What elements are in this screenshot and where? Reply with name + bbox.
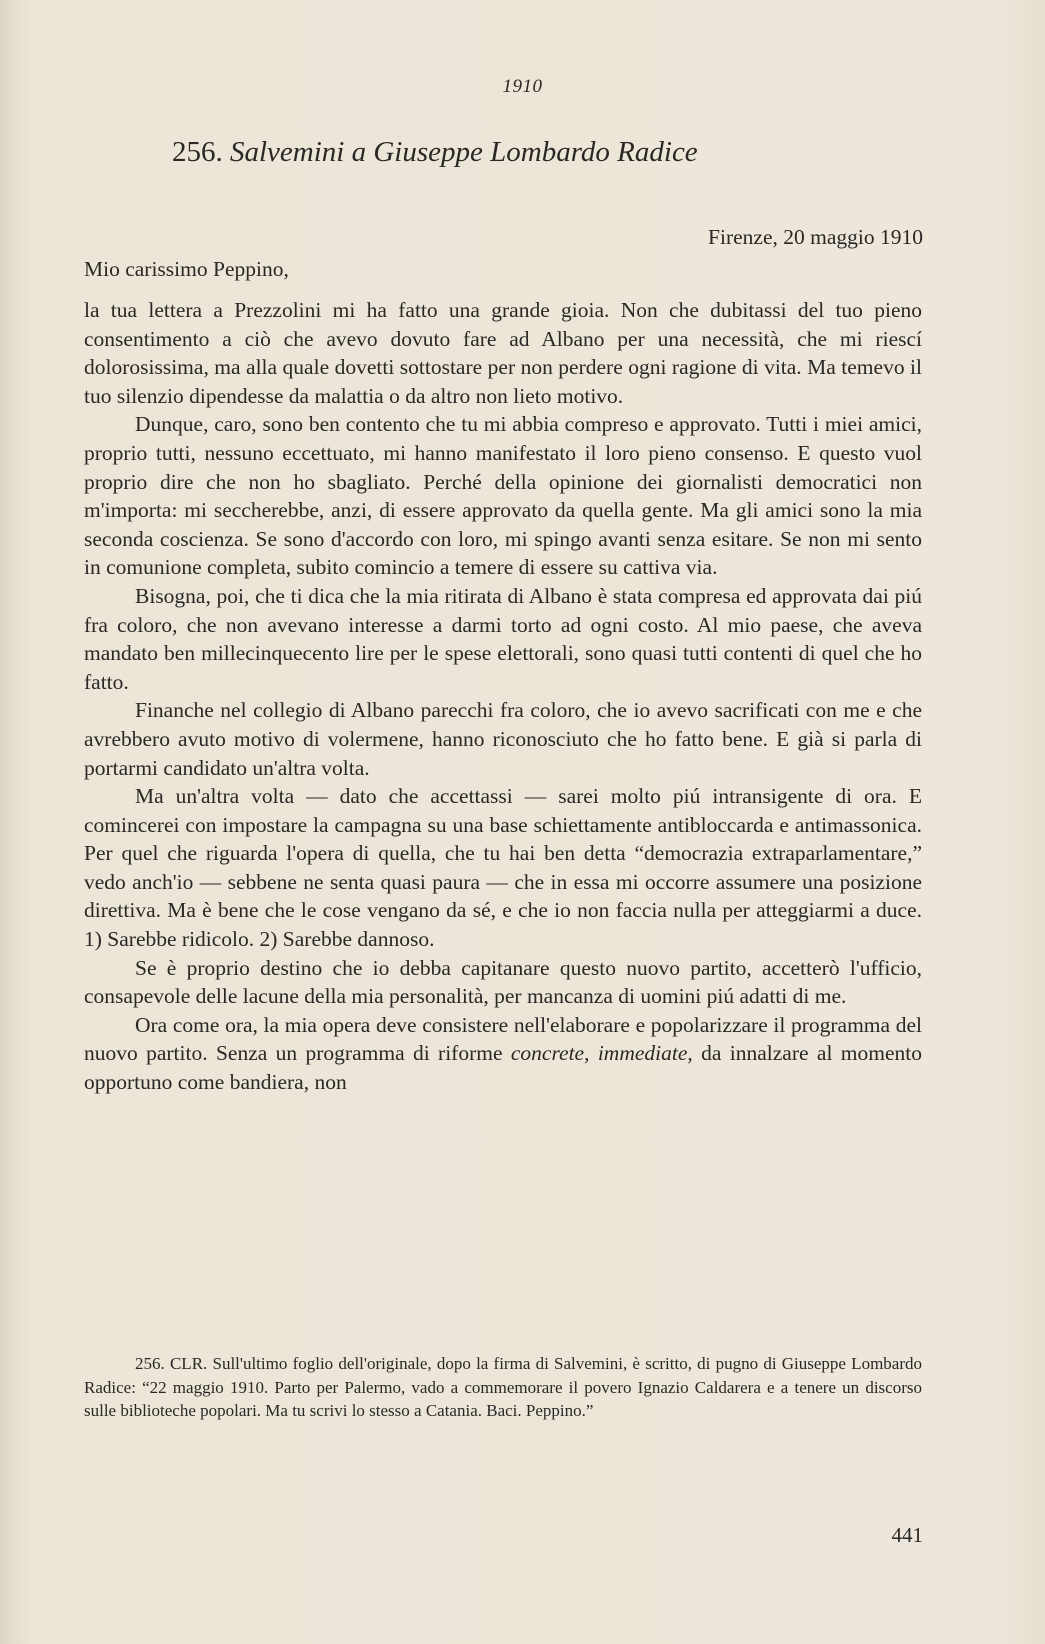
paragraph-7-end: , da innalzare al momento opportuno come bandiera, non — [84, 1041, 922, 1095]
running-head-year: 1910 — [502, 76, 543, 97]
page-number: 441 — [891, 1523, 923, 1547]
place-date: Firenze, 20 maggio 1910 — [708, 225, 923, 249]
paragraph-7-emphasis: concrete, immediate — [510, 1041, 688, 1066]
letter-number: 256. — [172, 136, 223, 168]
paragraph-1: la tua lettera a Prezzolini mi ha fatto una grande gioia. Non che dubitassi del tuo pieno consentimento a ciò che avevo dovuto fare ad Albano per una necessità, che mi riescí dolorosissima, ma alla quale dovetti sottostare per non perdere ogni ragione di vita. Ma temevo il tuo silenzio dipendesse da malattia o da altro non lieto motivo. — [84, 298, 922, 408]
salutation: Mio carissimo Peppino, — [84, 257, 289, 281]
paragraph-2: Dunque, caro, sono ben contento che tu mi abbia compreso e approvato. Tutti i miei amici, proprio tutti, nessuno eccettuato, mi hanno manifestato il loro pieno consenso. E questo vuol proprio dire che non ho sbagliato. Perché della opinione dei giornalisti democratici non m'importa: mi seccherebbe, anzi, di essere approvato da quella gente. Ma gli amici sono la mia seconda coscienza. Se sono d'accordo con loro, mi spingo avanti senza esitare. Se non mi sento in comunione completa, subito comincio a temere di essere su cattiva via. — [84, 412, 922, 580]
paragraph-7-start: Ora come ora, la mia opera deve consistere nell'elaborare e popolarizzare il programma del nuovo partito. Senza un programma di riforme — [84, 1012, 922, 1066]
letter-title: Salvemini a Giuseppe Lombardo Radice — [230, 136, 698, 168]
paragraph-4: Finanche nel collegio di Albano parecchi fra coloro, che io avevo sacrificati con me e che avrebbero avuto motivo di volermene, hanno riconosciuto che ho fatto bene. E già si parla di portarmi candidato un'altra volta. — [84, 698, 922, 780]
letter-heading — [172, 136, 698, 169]
footnote-text: 256. CLR. Sull'ultimo foglio dell'originale, dopo la firma di Salvemini, è scritto, di pugno di Giuseppe Lombardo Radice: “22 maggio 1910. Parto per Palermo, vado a commemorare il povero Ignazio Caldarera e a tenere un discorso sulle biblioteche popolari. Ma tu scrivi lo stesso a Catania. Baci. Peppino.” — [84, 1354, 922, 1420]
paragraph-3: Bisogna, poi, che ti dica che la mia ritirata di Albano è stata compresa ed approvata dai piú fra coloro, che non avevano interesse a darmi torto ad ogni costo. Al mio paese, che aveva mandato ben millecinquecento lire per le spese elettorali, sono quasi tutti contenti di quel che ho fatto. — [84, 583, 922, 694]
footnote — [84, 1352, 922, 1423]
paragraph-6: Se è proprio destino che io debba capitanare questo nuovo partito, accetterò l'ufficio, consapevole delle lacune della mia personalità, per mancanza di uomini piú adatti di me. — [84, 955, 922, 1009]
paragraph-7 — [84, 1011, 922, 1097]
letter-body — [84, 296, 922, 1097]
paragraph-5: Ma un'altra volta — dato che accettassi — sarei molto piú intransigente di ora. E comincerei con impostare la campagna su una base schiettamente antibloccarda e antimassonica. Per quel che riguarda l'opera di quella, che tu hai ben detta “democrazia extraparlamentare,” vedo anch'io — sebbene ne senta quasi paura — che in essa mi occorre assumere una posizione direttiva. Ma è bene che le cose vengano da sé, e che io non faccia nulla per atteggiarmi a duce. 1) Sarebbe ridicolo. 2) Sarebbe dannoso. — [84, 784, 922, 952]
